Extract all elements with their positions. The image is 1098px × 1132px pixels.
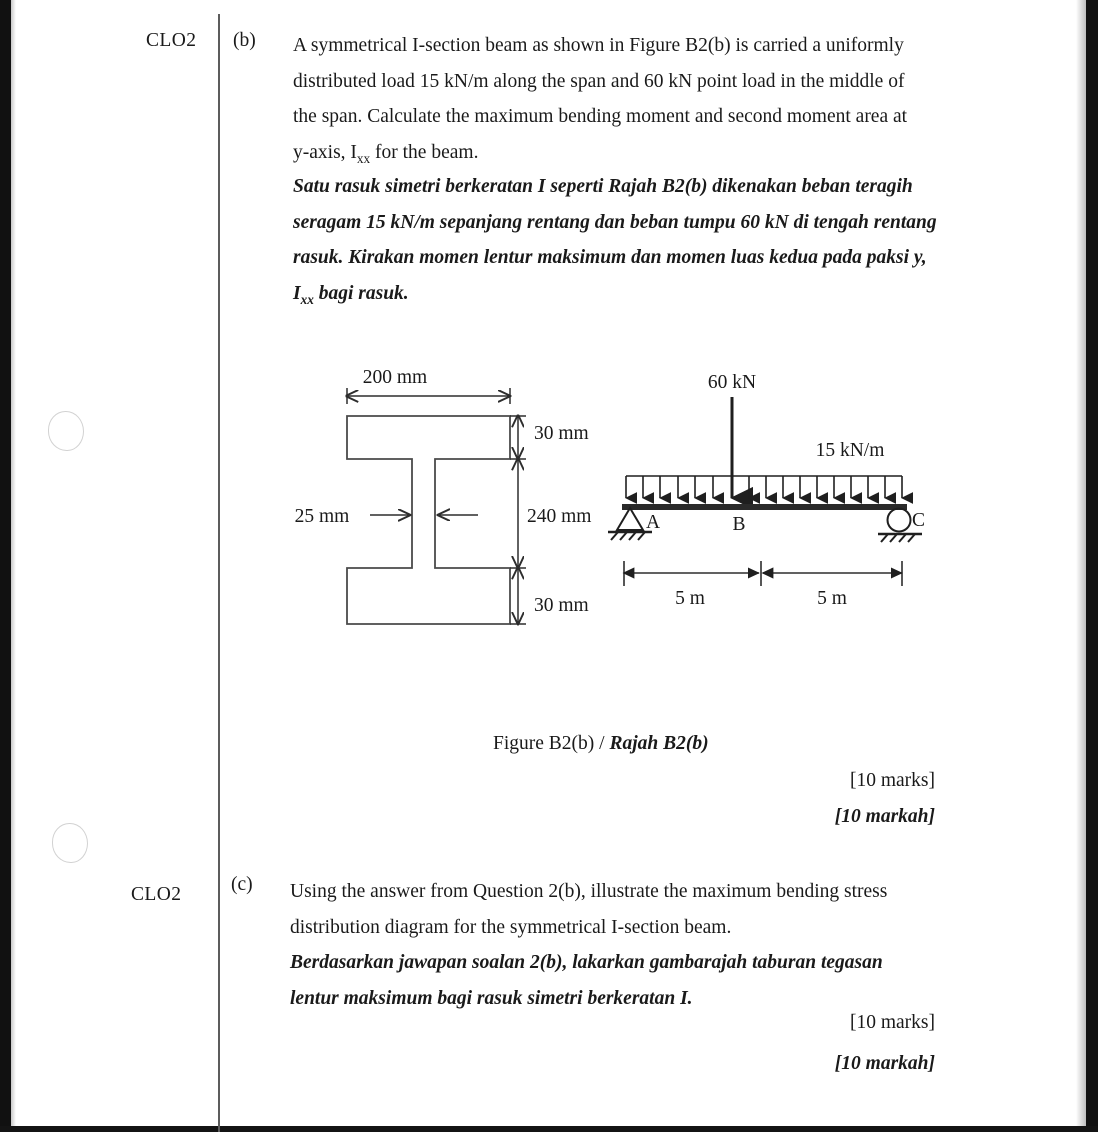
span-right-label: 5 m bbox=[817, 588, 847, 609]
dim-web-thickness-label: 25 mm bbox=[294, 506, 350, 527]
question-b-malay-line-3: rasuk. Kirakan momen lentur maksimum dan momen luas kedua pada paksi y, bbox=[293, 247, 927, 268]
clo-label-c: CLO2 bbox=[131, 884, 182, 905]
span-left-label: 5 m bbox=[675, 588, 705, 609]
marks-c-english: [10 marks] bbox=[849, 1012, 935, 1033]
support-a-pin bbox=[608, 508, 660, 540]
question-b-english-line-4: y-axis, $I_{xx}$ for the beam. bbox=[293, 141, 479, 166]
dim-top-flange-label: 30 mm bbox=[534, 423, 589, 444]
hole-punch-icon bbox=[48, 411, 84, 451]
i-beam-outline bbox=[347, 416, 510, 624]
figure-caption bbox=[493, 733, 709, 755]
dim-flange-width-label: 200 mm bbox=[362, 367, 428, 388]
column-divider-rule bbox=[218, 14, 220, 1132]
question-b-english bbox=[293, 28, 938, 176]
support-c-roller bbox=[878, 509, 925, 543]
question-c-english-line-1: Using the answer from Question 2(b), illustrate the maximum bending stress bbox=[290, 881, 888, 902]
part-label-b: (b) bbox=[233, 30, 256, 51]
point-load-label: 60 kN bbox=[707, 372, 757, 393]
question-c-malay-line-2: lentur maksimum bagi rasuk simetri berkeratan I. bbox=[290, 987, 693, 1009]
question-b-malay-line-4: $I_{xx}$ bagi rasuk. bbox=[293, 282, 409, 307]
question-c-malay-line-1: Berdasarkan jawapan soalan 2(b), lakarkan gambarajah taburan tegasan bbox=[290, 952, 883, 973]
support-a-label: A bbox=[646, 512, 661, 533]
i-section-cross-section bbox=[295, 367, 592, 624]
udl-label: 15 kN/m bbox=[815, 440, 885, 461]
question-c-english-line-2: distribution diagram for the symmetrical I-section beam. bbox=[290, 916, 732, 938]
page-bottom-edge-shadow bbox=[0, 1126, 1098, 1132]
span-dimension-line bbox=[624, 561, 902, 609]
beam-loading-diagram bbox=[608, 372, 925, 609]
question-b-malay bbox=[293, 169, 938, 317]
part-label-c: (c) bbox=[231, 874, 253, 895]
page-right-edge-gradient bbox=[1076, 0, 1086, 1132]
dim-total-depth-label: 240 mm bbox=[527, 506, 592, 527]
hole-punch-icon bbox=[52, 823, 88, 863]
page-right-edge-shadow bbox=[1086, 0, 1098, 1132]
question-b-english-line-1: A symmetrical I-section beam as shown in Figure B2(b) is carried a uniformly bbox=[293, 35, 904, 56]
question-c-english bbox=[290, 874, 935, 945]
marks-b-malay: [10 markah] bbox=[834, 806, 935, 827]
clo-label-b: CLO2 bbox=[146, 30, 197, 51]
question-b-malay-line-2: seragam 15 kN/m sepanjang rentang dan beban tumpu 60 kN di tengah rentang bbox=[293, 211, 937, 233]
beam-member bbox=[622, 504, 907, 510]
question-c-malay bbox=[290, 945, 935, 1016]
question-b-english-line-3: the span. Calculate the maximum bending moment and second moment area at bbox=[293, 106, 908, 127]
udl-arrows bbox=[626, 476, 902, 498]
dim-bottom-flange-label: 30 mm bbox=[534, 595, 589, 616]
page-left-edge-gradient bbox=[11, 0, 16, 1132]
page-left-edge-shadow bbox=[0, 0, 11, 1132]
marks-b-english: [10 marks] bbox=[849, 770, 935, 791]
figure-b2b-diagram bbox=[290, 358, 960, 648]
question-b-english-line-2: distributed load 15 kN/m along the span and 60 kN point load in the middle of bbox=[293, 70, 905, 92]
marks-c-malay: [10 markah] bbox=[834, 1053, 935, 1074]
figure-caption-my: Rajah B2(b) bbox=[609, 733, 709, 754]
figure-caption-en: Figure B2(b) / bbox=[493, 733, 610, 754]
question-b-malay-line-1: Satu rasuk simetri berkeratan I seperti Rajah B2(b) dikenakan beban teragih bbox=[293, 176, 913, 197]
support-c-label: C bbox=[912, 510, 926, 531]
midpoint-b-label: B bbox=[732, 514, 746, 535]
